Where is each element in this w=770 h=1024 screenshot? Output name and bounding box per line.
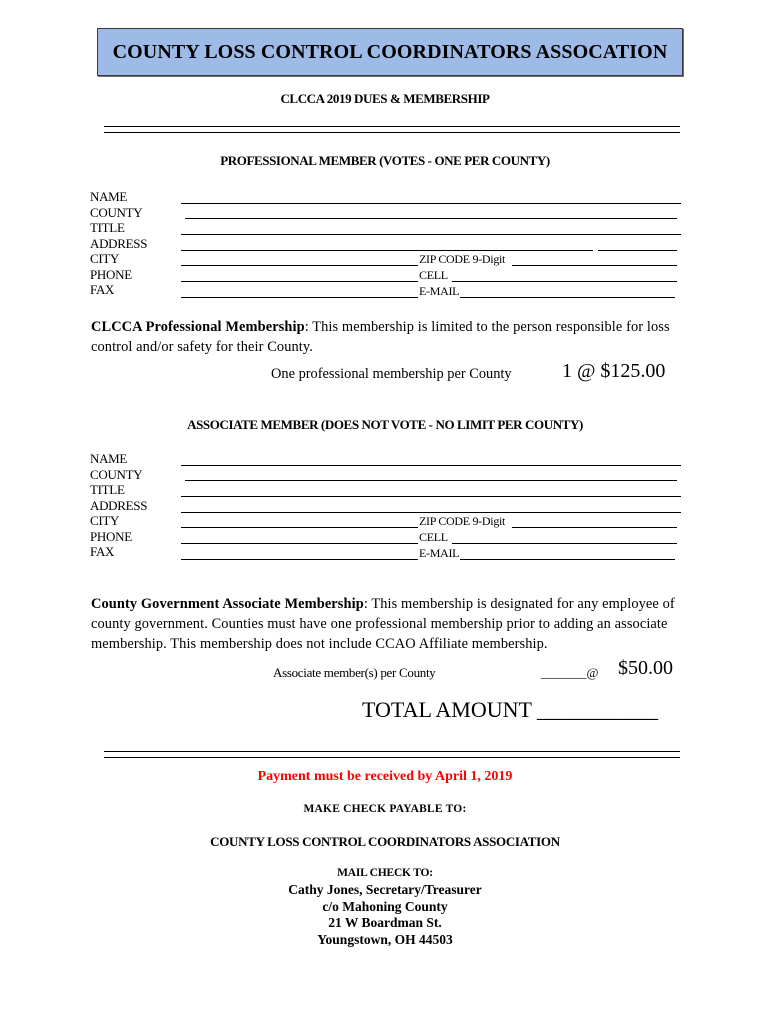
- assoc-city-field[interactable]: [181, 527, 418, 528]
- pro-address-field[interactable]: [181, 250, 593, 251]
- assoc-county-field[interactable]: [185, 480, 677, 481]
- pro-desc-text: : This membership is limited to the person responsible for loss control and/or safety for their County.: [91, 319, 670, 355]
- payable-heading: MAKE CHECK PAYABLE TO:: [303, 803, 467, 815]
- divider-top: [104, 126, 680, 133]
- assoc-name-field[interactable]: [181, 465, 681, 466]
- total-amount[interactable]: TOTAL AMOUNT ___________: [362, 697, 659, 722]
- pro-fax-field[interactable]: [181, 297, 418, 298]
- assoc-name-label: NAME: [90, 451, 128, 466]
- assoc-cell-label: CELL: [419, 530, 448, 544]
- pro-cell-field[interactable]: [452, 281, 677, 282]
- pro-county-field[interactable]: [185, 218, 677, 219]
- pro-cell-label: CELL: [419, 268, 448, 282]
- address-line: c/o Mahoning County: [322, 898, 448, 914]
- pro-price-label: One professional membership per County: [271, 366, 512, 382]
- assoc-quantity-field[interactable]: _______@: [541, 665, 599, 680]
- pro-county-label: COUNTY: [90, 204, 143, 220]
- assoc-phone-field[interactable]: [181, 543, 418, 544]
- associate-description: [91, 594, 691, 654]
- pro-zip-label: ZIP CODE 9-Digit: [419, 252, 506, 266]
- assoc-email-label: E-MAIL: [419, 546, 460, 560]
- assoc-title-label: TITLE: [90, 482, 125, 497]
- pro-phone-field[interactable]: [181, 281, 418, 282]
- pro-name-label: NAME: [90, 189, 128, 204]
- pro-name-field[interactable]: [181, 203, 681, 204]
- assoc-title-field[interactable]: [181, 496, 681, 497]
- assoc-phone-label: PHONE: [90, 528, 132, 544]
- address-line: Cathy Jones, Secretary/Treasurer: [288, 882, 482, 897]
- assoc-address-field[interactable]: [181, 512, 681, 513]
- pro-zip-field[interactable]: [512, 265, 677, 266]
- assoc-city-label: CITY: [90, 513, 120, 528]
- assoc-price-label: Associate member(s) per County: [273, 665, 436, 680]
- pro-fax-label: FAX: [90, 282, 115, 297]
- associate-heading: ASSOCIATE MEMBER (DOES NOT VOTE - NO LIMIT PER COUNTY): [187, 417, 583, 432]
- assoc-zip-field[interactable]: [512, 527, 677, 528]
- address-line: 21 W Boardman St.: [328, 915, 442, 930]
- pro-price-value: 1 @ $125.00: [562, 360, 666, 382]
- form-subtitle: CLCCA 2019 DUES & MEMBERSHIP: [280, 91, 490, 106]
- address-line: Youngstown, OH 44503: [317, 931, 453, 947]
- assoc-county-label: COUNTY: [90, 466, 143, 482]
- assoc-cell-field[interactable]: [452, 543, 677, 544]
- assoc-price-value: $50.00: [618, 657, 673, 679]
- pro-email-field[interactable]: [460, 297, 675, 298]
- pro-email-label: E-MAIL: [419, 284, 460, 298]
- payment-deadline: Payment must be received by April 1, 2019: [257, 769, 513, 784]
- pro-title-label: TITLE: [90, 220, 125, 235]
- professional-field-labels: [90, 189, 147, 298]
- assoc-address-label: ADDRESS: [90, 497, 148, 513]
- payable-to: COUNTY LOSS CONTROL COORDINATORS ASSOCIATION: [210, 834, 560, 849]
- divider-bottom: [104, 751, 680, 758]
- pro-address-field-2[interactable]: [598, 250, 677, 251]
- pro-desc-bold: CLCCA Professional Membership: [91, 319, 305, 335]
- assoc-fax-field[interactable]: [181, 559, 418, 560]
- assoc-zip-label: ZIP CODE 9-Digit: [419, 514, 506, 528]
- form-title: COUNTY LOSS CONTROL COORDINATORS ASSOCATION: [112, 40, 668, 63]
- pro-city-field[interactable]: [181, 265, 418, 266]
- mailing-address: [0, 882, 770, 948]
- pro-title-field[interactable]: [181, 234, 681, 235]
- pro-phone-label: PHONE: [90, 266, 132, 282]
- pro-address-label: ADDRESS: [90, 235, 148, 251]
- assoc-desc-bold: County Government Associate Membership: [91, 596, 364, 612]
- associate-field-labels: [90, 451, 147, 560]
- assoc-fax-label: FAX: [90, 544, 115, 559]
- professional-description: [91, 317, 691, 357]
- assoc-desc-text: : This membership is designated for any employee of county government. Counties must have one professional membership prior to adding an associate membership. This membership does not include CCAO Affiliate membership.: [91, 596, 675, 652]
- mail-heading: MAIL CHECK TO:: [337, 867, 433, 879]
- pro-city-label: CITY: [90, 251, 120, 266]
- professional-heading: PROFESSIONAL MEMBER (VOTES - ONE PER COUNTY): [220, 153, 550, 168]
- assoc-email-field[interactable]: [460, 559, 675, 560]
- title-box: [97, 28, 683, 76]
